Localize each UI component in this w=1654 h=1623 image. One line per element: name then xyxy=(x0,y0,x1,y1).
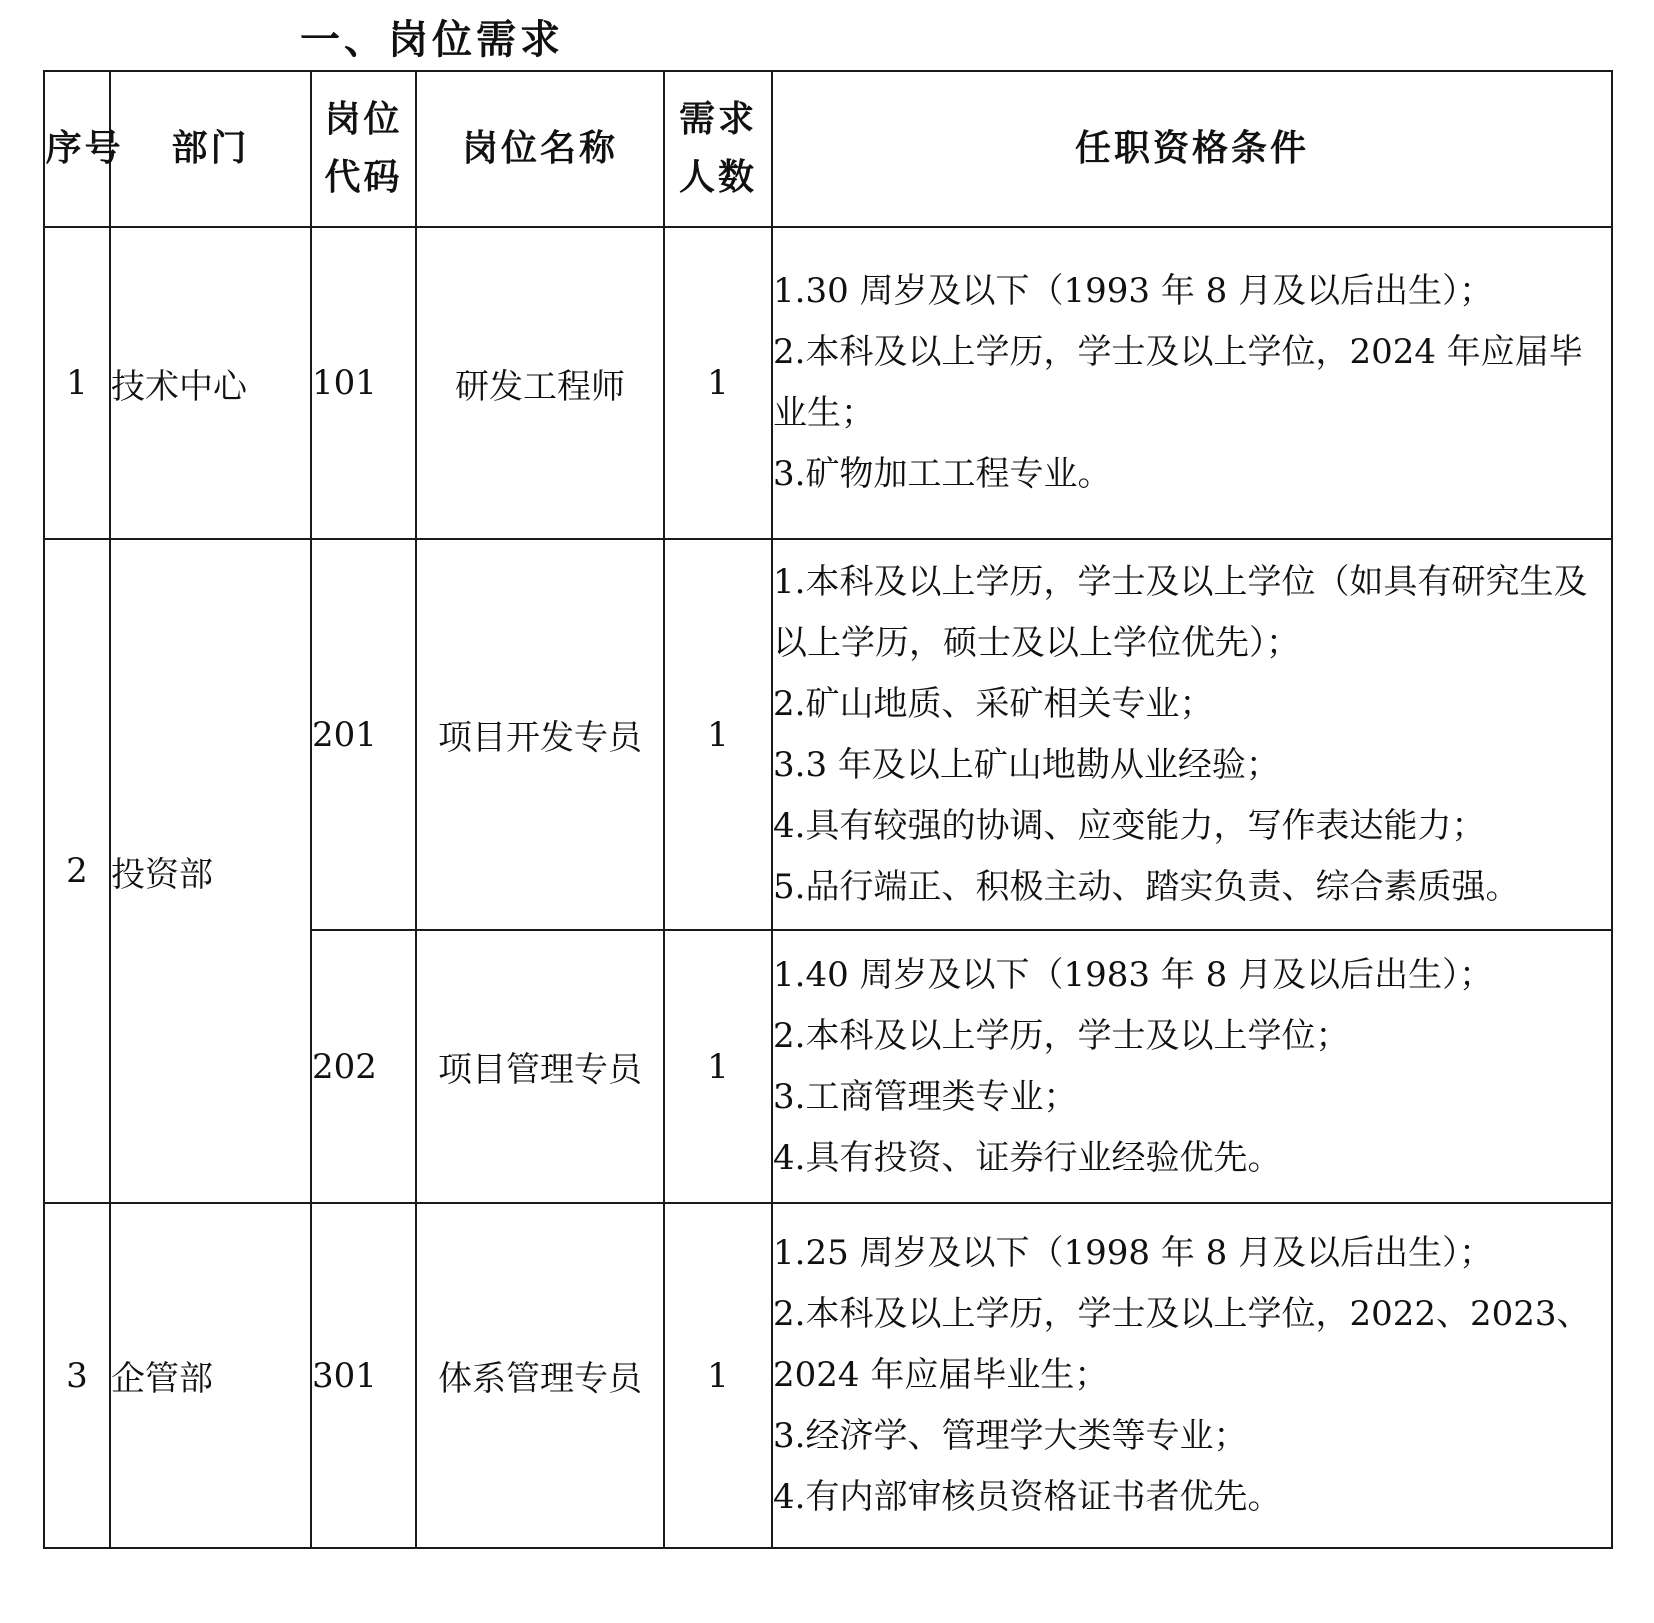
requirement-item: 3.3 年及以上矿山地勘从业经验； xyxy=(773,744,1280,785)
table-row xyxy=(44,539,1612,930)
seq-cell: 2 xyxy=(44,539,110,1203)
requirement-item: 2.本科及以上学历，学士及以上学位，2024 年应届毕业生； xyxy=(773,332,1583,433)
dept-cell: 企管部 xyxy=(110,1203,311,1548)
seq-cell: 3 xyxy=(44,1203,110,1548)
code-cell: 301 xyxy=(311,1203,416,1548)
seq-cell: 1 xyxy=(44,227,110,539)
header-seq: 序号 xyxy=(44,71,110,227)
requirement-item: 4.具有投资、证券行业经验优先。 xyxy=(773,1137,1282,1178)
requirement-item: 1.本科及以上学历，学士及以上学位（如具有研究生及以上学历，硕士及以上学位优先）； xyxy=(773,561,1588,663)
header-code: 岗位代码 xyxy=(311,71,416,227)
count-cell: 1 xyxy=(664,539,772,930)
position-requirements-table xyxy=(43,70,1613,1549)
table-row xyxy=(44,1203,1612,1548)
requirements-cell xyxy=(772,1203,1612,1548)
position-name-cell: 项目管理专员 xyxy=(416,930,664,1203)
code-cell: 202 xyxy=(311,930,416,1203)
header-requirements: 任职资格条件 xyxy=(772,71,1612,227)
section-heading: 一、岗位需求 xyxy=(300,17,564,63)
dept-cell: 技术中心 xyxy=(110,227,311,539)
position-name-cell: 项目开发专员 xyxy=(416,539,664,930)
requirements-cell xyxy=(772,930,1612,1203)
table-row xyxy=(44,227,1612,539)
count-cell: 1 xyxy=(664,930,772,1203)
requirement-item: 2.本科及以上学历，学士及以上学位； xyxy=(773,1015,1350,1056)
dept-cell: 投资部 xyxy=(110,539,311,1203)
position-name-cell: 研发工程师 xyxy=(416,227,664,539)
requirement-item: 1.40 周岁及以下（1983 年 8 月及以后出生）； xyxy=(773,954,1494,995)
code-cell: 201 xyxy=(311,539,416,930)
position-name-cell: 体系管理专员 xyxy=(416,1203,664,1548)
count-cell: 1 xyxy=(664,227,772,539)
requirement-item: 3.工商管理类专业； xyxy=(773,1076,1078,1117)
header-row xyxy=(44,71,1612,227)
requirement-item: 3.矿物加工工程专业。 xyxy=(773,454,1112,494)
requirements-cell xyxy=(772,539,1612,930)
count-cell: 1 xyxy=(664,1203,772,1548)
requirements-cell xyxy=(772,227,1612,539)
requirement-item: 3.经济学、管理学大类等专业； xyxy=(773,1416,1248,1456)
requirement-item: 1.30 周岁及以下（1993 年 8 月及以后出生）； xyxy=(773,271,1494,311)
header-title: 岗位名称 xyxy=(416,71,664,227)
requirement-item: 5.品行端正、积极主动、踏实负责、综合素质强。 xyxy=(773,866,1520,907)
header-count: 需求人数 xyxy=(664,71,772,227)
requirement-item: 2.本科及以上学历，学士及以上学位，2022、2023、2024 年应届毕业生； xyxy=(773,1294,1591,1395)
header-dept: 部门 xyxy=(110,71,311,227)
code-cell: 101 xyxy=(311,227,416,539)
requirement-item: 4.有内部审核员资格证书者优先。 xyxy=(773,1477,1282,1517)
requirement-item: 1.25 周岁及以下（1998 年 8 月及以后出生）； xyxy=(773,1233,1494,1273)
requirement-item: 2.矿山地质、采矿相关专业； xyxy=(773,683,1214,724)
requirement-item: 4.具有较强的协调、应变能力，写作表达能力； xyxy=(773,805,1486,846)
